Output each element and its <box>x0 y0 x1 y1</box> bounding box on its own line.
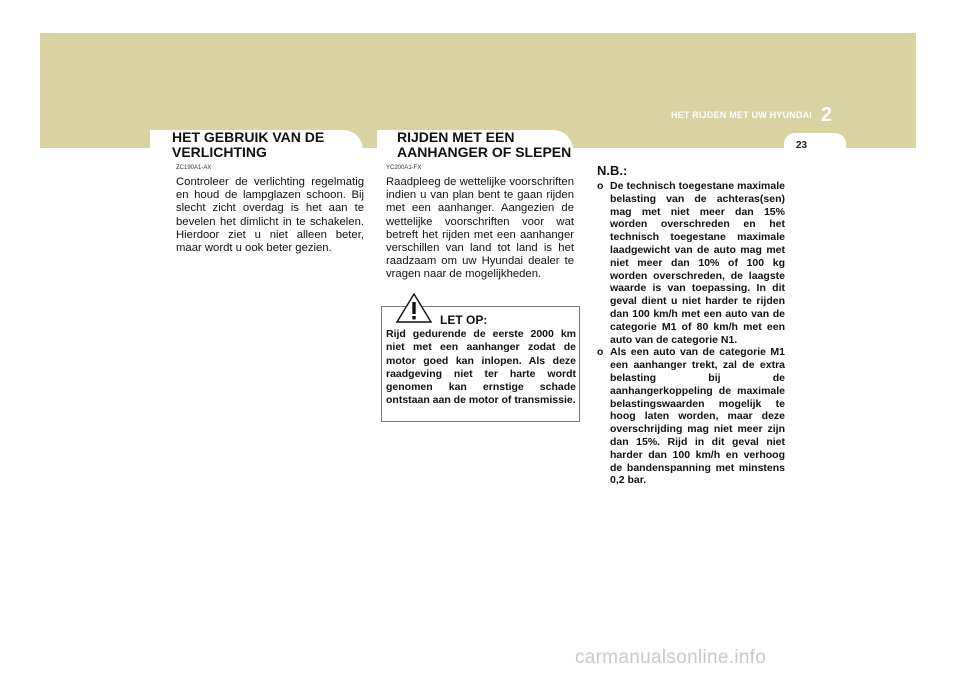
chapter-title: HET RIJDEN MET UW HYUNDAI <box>670 110 812 120</box>
section-body-lights: Controleer de verlichting regelmatig en houd de lampglazen schoon. Bij slecht zicht overdag is het aan te bevelen het dimlicht in te schakelen. Hierdoor ziet u niet alleen beter, maar wordt u ook beter gezien. <box>176 176 364 255</box>
section-heading-lights <box>150 130 363 162</box>
section-title-line: HET GEBRUIK VAN DE <box>172 129 325 145</box>
list-item-text: De technisch toegestane maximale belasting van de achteras(sen) mag met niet meer dan 15% worden overschreden en het technisch toegestane maximale laadgewicht van de auto mag met niet meer dan 10% of 100 kg worden overschreden, de laagste waarde is van toepassing. In dit geval dient u niet harder te rijden dan 100 km/h met een auto van de categorie M1 of 80 km/h met een auto van de categorie N1. <box>610 180 785 346</box>
section-title-line: AANHANGER OF SLEPEN <box>397 144 572 160</box>
list-item <box>597 180 785 346</box>
section-heading-towing <box>377 130 573 162</box>
section-title-line: RIJDEN MET EEN <box>397 129 515 145</box>
note-list <box>597 180 785 487</box>
warning-text: Rijd gedurende de eerste 2000 km niet met een aanhanger zodat de motor goed kan inlopen. Als deze raadgeving niet ter harte wordt genomen kan ernstige schade ontstaan aan de motor of transmissie. <box>386 328 576 407</box>
list-item <box>597 346 785 487</box>
watermark: carmanualsonline.info <box>575 647 767 668</box>
section-body-towing: Raadpleeg de wettelijke voorschriften indien u van plan bent te gaan rijden met een aanhanger. Aangezien de wettelijke voorschriften voor wat betreft het rijden met een aanhanger verschillen van land tot land is het raadzaam om uw Hyundai dealer te vragen naar de mogelijkheden. <box>386 176 574 281</box>
page-number: 23 <box>796 140 808 151</box>
section-code: ZC190A1-AX <box>176 165 212 171</box>
section-code: YC200A1-FX <box>386 165 422 171</box>
bullet-marker: o <box>597 346 604 359</box>
section-title-line: VERLICHTING <box>172 144 267 160</box>
list-item-text: Als een auto van de categorie M1 een aanhanger trekt, zal de extra belasting bij de aanhangerkoppeling de maximale belastingswaarden mogelijk te hoog laten worden, maar deze overschrijding mag niet meer zijn dan 15%. Rijd in dit geval niet harder dan 100 km/h en verhoog de bandenspanning met minstens 0,2 bar. <box>610 346 785 487</box>
chapter-number: 2 <box>820 104 832 126</box>
warning-box <box>381 306 580 422</box>
bullet-marker: o <box>597 180 604 192</box>
page-number-tab <box>784 133 846 155</box>
note-title: N.B.: <box>597 163 628 178</box>
warning-triangle-icon <box>396 293 432 323</box>
warning-title: LET OP: <box>440 313 488 327</box>
